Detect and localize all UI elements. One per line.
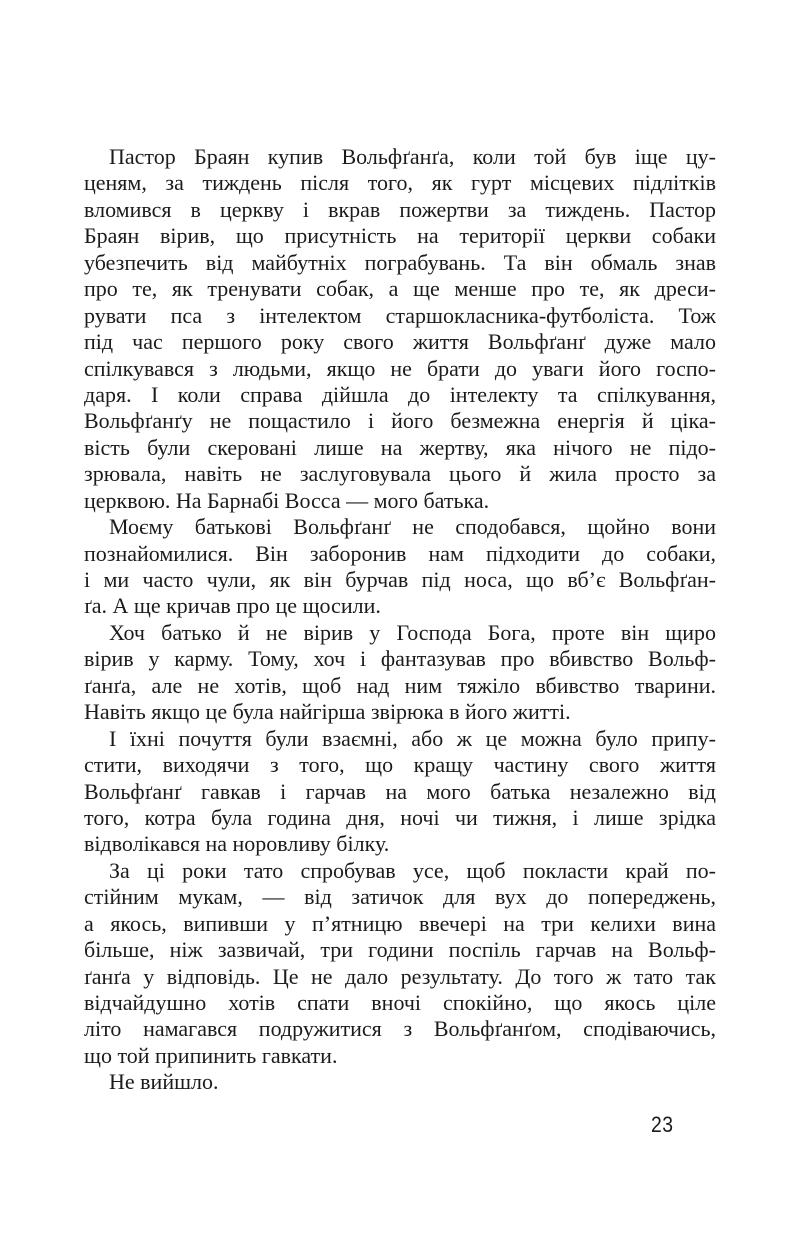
text-line: рувати пса з інтелектом старшокласника-футболіста. Тож (84, 302, 716, 328)
paragraph (84, 858, 716, 1070)
text-line: а якось, випивши у п’ятницю ввечері на три келихи вина (84, 910, 716, 936)
text-line: зрювала, навіть не заслуговувала цього й жила просто за (84, 461, 716, 487)
text-line: І їхні почуття були взаємні, або ж це можна було припу- (109, 725, 716, 751)
text-line: даря. І коли справа дійшла до інтелекту та спілкування, (84, 381, 716, 407)
text-line: стити, виходячи з того, що кращу частину свого життя (84, 752, 716, 778)
text-line: Вольфґанґу не пощастило і його безмежна енергія й ціка- (84, 408, 716, 434)
text-line: того, котра була година дня, ночі чи тижня, і лише зрідка (84, 804, 716, 830)
paragraph (84, 514, 716, 620)
text-line: церквою. На Барнабі Восса — мого батька. (84, 487, 490, 513)
text-line: Пастор Браян купив Вольфґанґа, коли той був іще цу- (109, 144, 716, 169)
text-line: що той припинить гавкати. (84, 1042, 338, 1068)
text-line: і ми часто чули, як він бурчав під носа, що вб’є Вольфґан- (84, 567, 716, 592)
text-line: ґа. А ще кричав про це щосили. (84, 593, 381, 619)
text-line: відволікався на норовливу білку. (84, 831, 390, 857)
text-line: вість були скеровані лише на жертву, яка нічого не підо- (84, 434, 716, 460)
page-number: 23 (651, 1112, 674, 1137)
text-line: вломився в церкву і вкрав пожертви за тиждень. Пастор (84, 196, 716, 222)
text-line: літо намагався подружитися з Вольфґанґом, сподіваючись, (84, 1016, 716, 1042)
text-line: Хоч батько й не вірив у Господа Бога, проте він щиро (109, 619, 716, 645)
text-line: ґанґа у відповідь. Це не дало результату. До того ж тато так (84, 963, 716, 989)
text-line: Вольфґанґ гавкав і гарчав на мого батька незалежно від (84, 778, 716, 804)
text-line: відчайдушно хотів спати вночі спокійно, що якось ціле (84, 990, 716, 1015)
text-line: познайомилися. Він заборонив нам підходити до собаки, (84, 540, 716, 566)
text-line: убезпечить від майбутніх пограбувань. Та він обмаль знав (84, 249, 716, 275)
text-line: За ці роки тато спробував усе, щоб покласти край по- (109, 857, 716, 883)
text-line: спілкувався з людьми, якщо не брати до уваги його госпо- (84, 355, 716, 381)
text-line: про те, як тренувати собак, а ще менше про те, як дреси- (84, 276, 716, 302)
paragraph (84, 144, 716, 514)
text-line: ценям, за тиждень після того, як гурт місцевих підлітків (84, 170, 716, 196)
text-line: Браян вірив, що присутність на території церкви собаки (84, 223, 716, 249)
text-line: Не вийшло. (109, 1069, 219, 1095)
paragraph (84, 620, 716, 726)
text-line: під час першого року свого життя Вольфґанґ дуже мало (84, 329, 716, 355)
text-line: ґанґа, але не хотів, щоб над ним тяжіло вбивство тварини. (84, 672, 716, 698)
paragraph (84, 1069, 716, 1095)
text-line: більше, ніж зазвичай, три години поспіль гарчав на Вольф- (84, 937, 716, 963)
text-line: Навіть якщо це була найгірша звірюка в його житті. (84, 699, 571, 725)
text-line: Моєму батькові Вольфґанґ не сподобався, щойно вони (109, 514, 716, 540)
text-line: вірив у карму. Тому, хоч і фантазував про вбивство Вольф- (84, 646, 716, 672)
body-text (84, 144, 716, 1096)
paragraph (84, 726, 716, 858)
text-line: стійним мукам, — від затичок для вух до попереджень, (84, 884, 716, 910)
